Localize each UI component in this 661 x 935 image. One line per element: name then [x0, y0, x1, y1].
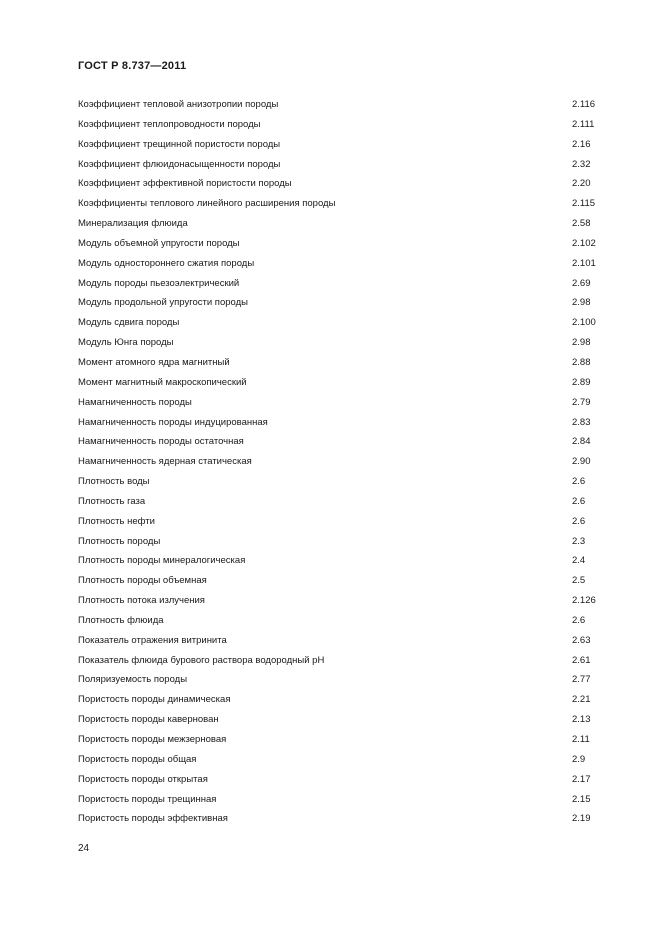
index-term: Плотность газа [78, 495, 146, 507]
index-reference: 2.88 [572, 356, 591, 368]
index-entry [78, 194, 608, 214]
index-reference: 2.6 [572, 495, 586, 507]
index-term: Пористость породы эффективная [78, 813, 228, 825]
index-reference: 2.115 [572, 198, 596, 210]
index-term: Показатель отражения витринита [78, 634, 227, 646]
index-entry [78, 274, 608, 294]
index-reference: 2.63 [572, 634, 591, 646]
index-entry [78, 115, 608, 135]
index-term: Плотность потока излучения [78, 595, 205, 607]
index-term: Намагниченность породы [78, 396, 192, 408]
index-term: Коэффициент трещинной пористости породы [78, 138, 281, 150]
index-entry [78, 234, 608, 254]
index-entry [78, 472, 608, 492]
index-entry [78, 313, 608, 333]
index-entry [78, 631, 608, 651]
index-term: Пористость породы трещинная [78, 793, 217, 805]
index-term: Плотность породы объемная [78, 575, 207, 587]
index-term: Плотность породы [78, 535, 161, 547]
index-entry [78, 413, 608, 433]
index-term: Пористость породы общая [78, 753, 197, 765]
index-reference: 2.111 [572, 118, 595, 130]
index-term: Плотность породы минералогическая [78, 555, 246, 567]
index-term: Момент магнитный макроскопический [78, 376, 247, 388]
index-entry [78, 710, 608, 730]
index-entry [78, 591, 608, 611]
index-term: Модуль Юнга породы [78, 337, 174, 349]
index-entry [78, 532, 608, 552]
index-entry [78, 432, 608, 452]
index-term: Модуль породы пьезоэлектрический [78, 277, 240, 289]
index-term: Коэффициенты теплового линейного расширения породы [78, 198, 336, 210]
index-reference: 2.15 [572, 793, 591, 805]
index-term: Модуль объемной упругости породы [78, 237, 240, 249]
index-term: Пористость породы открытая [78, 773, 208, 785]
index-reference: 2.32 [572, 158, 591, 170]
index-entry [78, 95, 608, 115]
index-term: Модуль одностороннего сжатия породы [78, 257, 255, 269]
index-reference: 2.58 [572, 218, 591, 230]
index-reference: 2.101 [572, 257, 596, 269]
index-reference: 2.89 [572, 376, 591, 388]
index-term: Коэффициент флюидонасыщенности породы [78, 158, 281, 170]
page-number: 24 [78, 843, 90, 854]
index-entry [78, 214, 608, 234]
index-term: Намагниченность породы остаточная [78, 436, 244, 448]
index-entry [78, 353, 608, 373]
index-term: Плотность воды [78, 476, 150, 488]
index-entry [78, 293, 608, 313]
index-reference: 2.6 [572, 476, 586, 488]
index-entry [78, 809, 608, 829]
index-reference: 2.84 [572, 436, 591, 448]
index-term: Коэффициент тепловой анизотропии породы [78, 99, 279, 110]
index-entry [78, 770, 608, 790]
index-entry [78, 155, 608, 175]
index-term: Показатель флюида бурового раствора водородный pH [78, 654, 325, 666]
index-entry [78, 750, 608, 770]
index-term: Коэффициент эффективной пористости породы [78, 178, 292, 190]
index-reference: 2.16 [572, 138, 591, 150]
index-entry [78, 730, 608, 750]
index-reference: 2.5 [572, 575, 586, 587]
term-index-list [78, 95, 608, 829]
index-reference: 2.11 [572, 734, 590, 745]
index-term: Намагниченность ядерная статическая [78, 456, 252, 468]
index-entry [78, 571, 608, 591]
index-term: Минерализация флюида [78, 218, 188, 230]
index-term: Момент атомного ядра магнитный [78, 356, 230, 368]
index-term: Плотность нефти [78, 515, 155, 527]
index-reference: 2.83 [572, 416, 591, 428]
index-entry [78, 651, 608, 671]
index-term: Плотность флюида [78, 614, 164, 626]
index-term: Модуль сдвига породы [78, 317, 180, 329]
index-term: Намагниченность породы индуцированная [78, 416, 268, 428]
index-entry [78, 690, 608, 710]
index-entry [78, 373, 608, 393]
index-term: Коэффициент теплопроводности породы [78, 118, 261, 130]
index-reference: 2.116 [572, 99, 596, 110]
index-reference: 2.90 [572, 456, 591, 468]
index-reference: 2.69 [572, 277, 591, 289]
index-entry [78, 611, 608, 631]
index-term: Пористость породы межзерновая [78, 734, 227, 745]
index-entry [78, 670, 608, 690]
index-reference: 2.4 [572, 555, 586, 567]
index-entry [78, 393, 608, 413]
index-reference: 2.19 [572, 813, 591, 825]
index-reference: 2.3 [572, 535, 586, 547]
index-reference: 2.98 [572, 297, 591, 309]
index-reference: 2.100 [572, 317, 596, 329]
index-reference: 2.21 [572, 694, 591, 706]
index-term: Модуль продольной упругости породы [78, 297, 248, 309]
index-entry [78, 551, 608, 571]
index-reference: 2.6 [572, 515, 586, 527]
index-reference: 2.77 [572, 674, 591, 686]
index-entry [78, 333, 608, 353]
index-reference: 2.102 [572, 237, 596, 249]
index-reference: 2.20 [572, 178, 591, 190]
index-entry [78, 135, 608, 155]
index-entry [78, 512, 608, 532]
index-term: Поляризуемость породы [78, 674, 188, 686]
index-reference: 2.61 [572, 654, 591, 666]
index-reference: 2.126 [572, 595, 596, 607]
index-reference: 2.6 [572, 614, 586, 626]
index-entry [78, 254, 608, 274]
index-reference: 2.13 [572, 714, 591, 726]
index-reference: 2.79 [572, 396, 591, 408]
index-term: Пористость породы динамическая [78, 694, 231, 706]
index-term: Пористость породы кавернован [78, 714, 219, 726]
index-reference: 2.17 [572, 773, 591, 785]
index-entry [78, 790, 608, 810]
index-reference: 2.9 [572, 753, 586, 765]
index-entry [78, 452, 608, 472]
index-reference: 2.98 [572, 337, 591, 349]
document-header: ГОСТ Р 8.737—2011 [78, 60, 187, 72]
index-entry [78, 174, 608, 194]
index-entry [78, 492, 608, 512]
